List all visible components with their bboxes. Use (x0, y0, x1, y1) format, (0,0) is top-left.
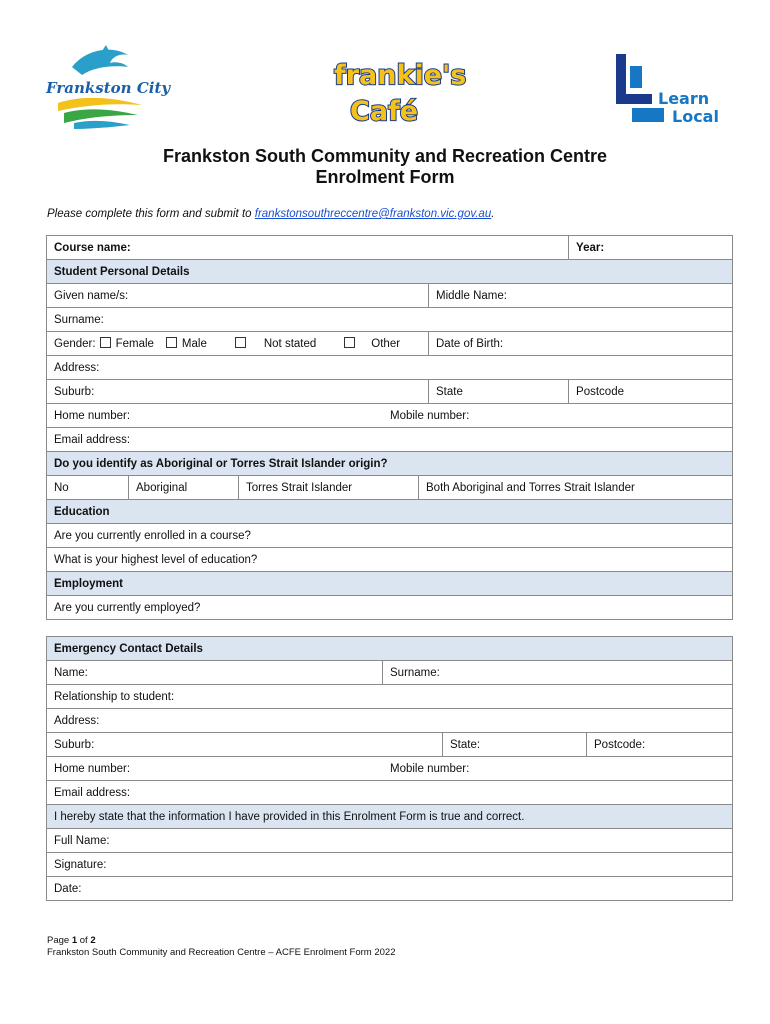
page-footer (47, 935, 396, 959)
page-number (47, 935, 396, 947)
course-row (47, 236, 733, 260)
title-line-2: Enrolment Form (315, 167, 455, 187)
home-number-field[interactable]: Home number: (54, 409, 131, 422)
cafe-wordmark-bottom: Café (350, 96, 419, 127)
email-field[interactable]: Email address: (47, 428, 733, 452)
female-label: Female (115, 338, 154, 350)
option-torres-strait[interactable]: Torres Strait Islander (239, 476, 419, 500)
not-stated-label: Not stated (263, 338, 317, 350)
emergency-surname-field[interactable]: Surname: (383, 661, 733, 685)
frankston-wordmark: Frankston City (46, 79, 171, 97)
year-field[interactable]: Year: (569, 236, 733, 260)
given-names-field[interactable]: Given name/s: (47, 284, 429, 308)
local-wordmark: Local (672, 107, 719, 126)
employed-question[interactable]: Are you currently employed? (47, 596, 733, 620)
emergency-suburb-field[interactable]: Suburb: (47, 733, 443, 757)
intro-suffix: . (491, 208, 495, 220)
student-section-heading: Student Personal Details (47, 260, 733, 284)
date-of-birth-field[interactable]: Date of Birth: (429, 332, 733, 356)
page-word: Page (47, 935, 70, 946)
surname-field[interactable]: Surname: (47, 308, 733, 332)
frankies-cafe-logo (330, 54, 467, 127)
page-total: 2 (90, 935, 96, 946)
submit-email-link[interactable]: frankstonsouthreccentre@frankston.vic.gov.au (254, 208, 492, 220)
emergency-phone-row (47, 757, 733, 781)
logo-header (0, 40, 770, 135)
option-both[interactable]: Both Aboriginal and Torres Strait Islander (419, 476, 733, 500)
male-checkbox[interactable] (166, 337, 177, 348)
employment-section-heading: Employment (47, 572, 733, 596)
emergency-home-number-field[interactable]: Home number: (54, 762, 131, 775)
female-checkbox[interactable] (100, 337, 111, 348)
not-stated-checkbox[interactable] (235, 337, 246, 348)
page-title (0, 146, 770, 188)
learn-wordmark: Learn (658, 89, 710, 108)
full-name-field[interactable]: Full Name: (47, 829, 733, 853)
enrolled-question[interactable]: Are you currently enrolled in a course? (47, 524, 733, 548)
date-field[interactable]: Date: (47, 877, 733, 901)
page-current: 1 (71, 935, 78, 946)
other-label: Other (371, 338, 401, 350)
education-level-question[interactable]: What is your highest level of education? (47, 548, 733, 572)
address-field[interactable]: Address: (47, 356, 733, 380)
option-no[interactable]: No (47, 476, 129, 500)
learn-local-logo (612, 52, 730, 128)
education-section-heading: Education (47, 500, 733, 524)
gender-field (47, 332, 429, 356)
emergency-state-field[interactable]: State: (443, 733, 587, 757)
emergency-postcode-field[interactable]: Postcode: (587, 733, 733, 757)
mobile-number-field[interactable]: Mobile number: (390, 409, 470, 422)
postcode-field[interactable]: Postcode (569, 380, 733, 404)
intro-prefix: Please complete this form and submit to (47, 208, 255, 220)
signature-field[interactable]: Signature: (47, 853, 733, 877)
other-checkbox[interactable] (344, 337, 355, 348)
male-label: Male (181, 338, 207, 350)
title-line-1: Frankston South Community and Recreation Centre (162, 146, 608, 166)
state-field[interactable]: State (429, 380, 569, 404)
course-name-field[interactable]: Course name: (47, 236, 569, 260)
footer-document-name: Frankston South Community and Recreation Centre – ACFE Enrolment Form 2022 (47, 947, 396, 958)
intro-text (47, 208, 494, 220)
of-word: of (79, 935, 88, 946)
emergency-contact-table (46, 636, 733, 901)
option-aboriginal[interactable]: Aboriginal (129, 476, 239, 500)
emergency-email-field[interactable]: Email address: (47, 781, 733, 805)
gender-label: Gender: (54, 338, 96, 350)
emergency-section-heading: Emergency Contact Details (47, 637, 733, 661)
aboriginal-section-heading: Do you identify as Aboriginal or Torres Strait Islander origin? (47, 452, 733, 476)
relationship-field[interactable]: Relationship to student: (47, 685, 733, 709)
phone-row (47, 404, 733, 428)
emergency-address-field[interactable]: Address: (47, 709, 733, 733)
student-details-table (46, 235, 733, 620)
suburb-field[interactable]: Suburb: (47, 380, 429, 404)
cafe-wordmark-top: frankie's (334, 60, 467, 91)
declaration-text: I hereby state that the information I have provided in this Enrolment Form is true and correct. (47, 805, 733, 829)
emergency-name-field[interactable]: Name: (47, 661, 383, 685)
frankston-city-logo (42, 45, 171, 130)
middle-name-field[interactable]: Middle Name: (429, 284, 733, 308)
emergency-mobile-number-field[interactable]: Mobile number: (390, 762, 470, 775)
